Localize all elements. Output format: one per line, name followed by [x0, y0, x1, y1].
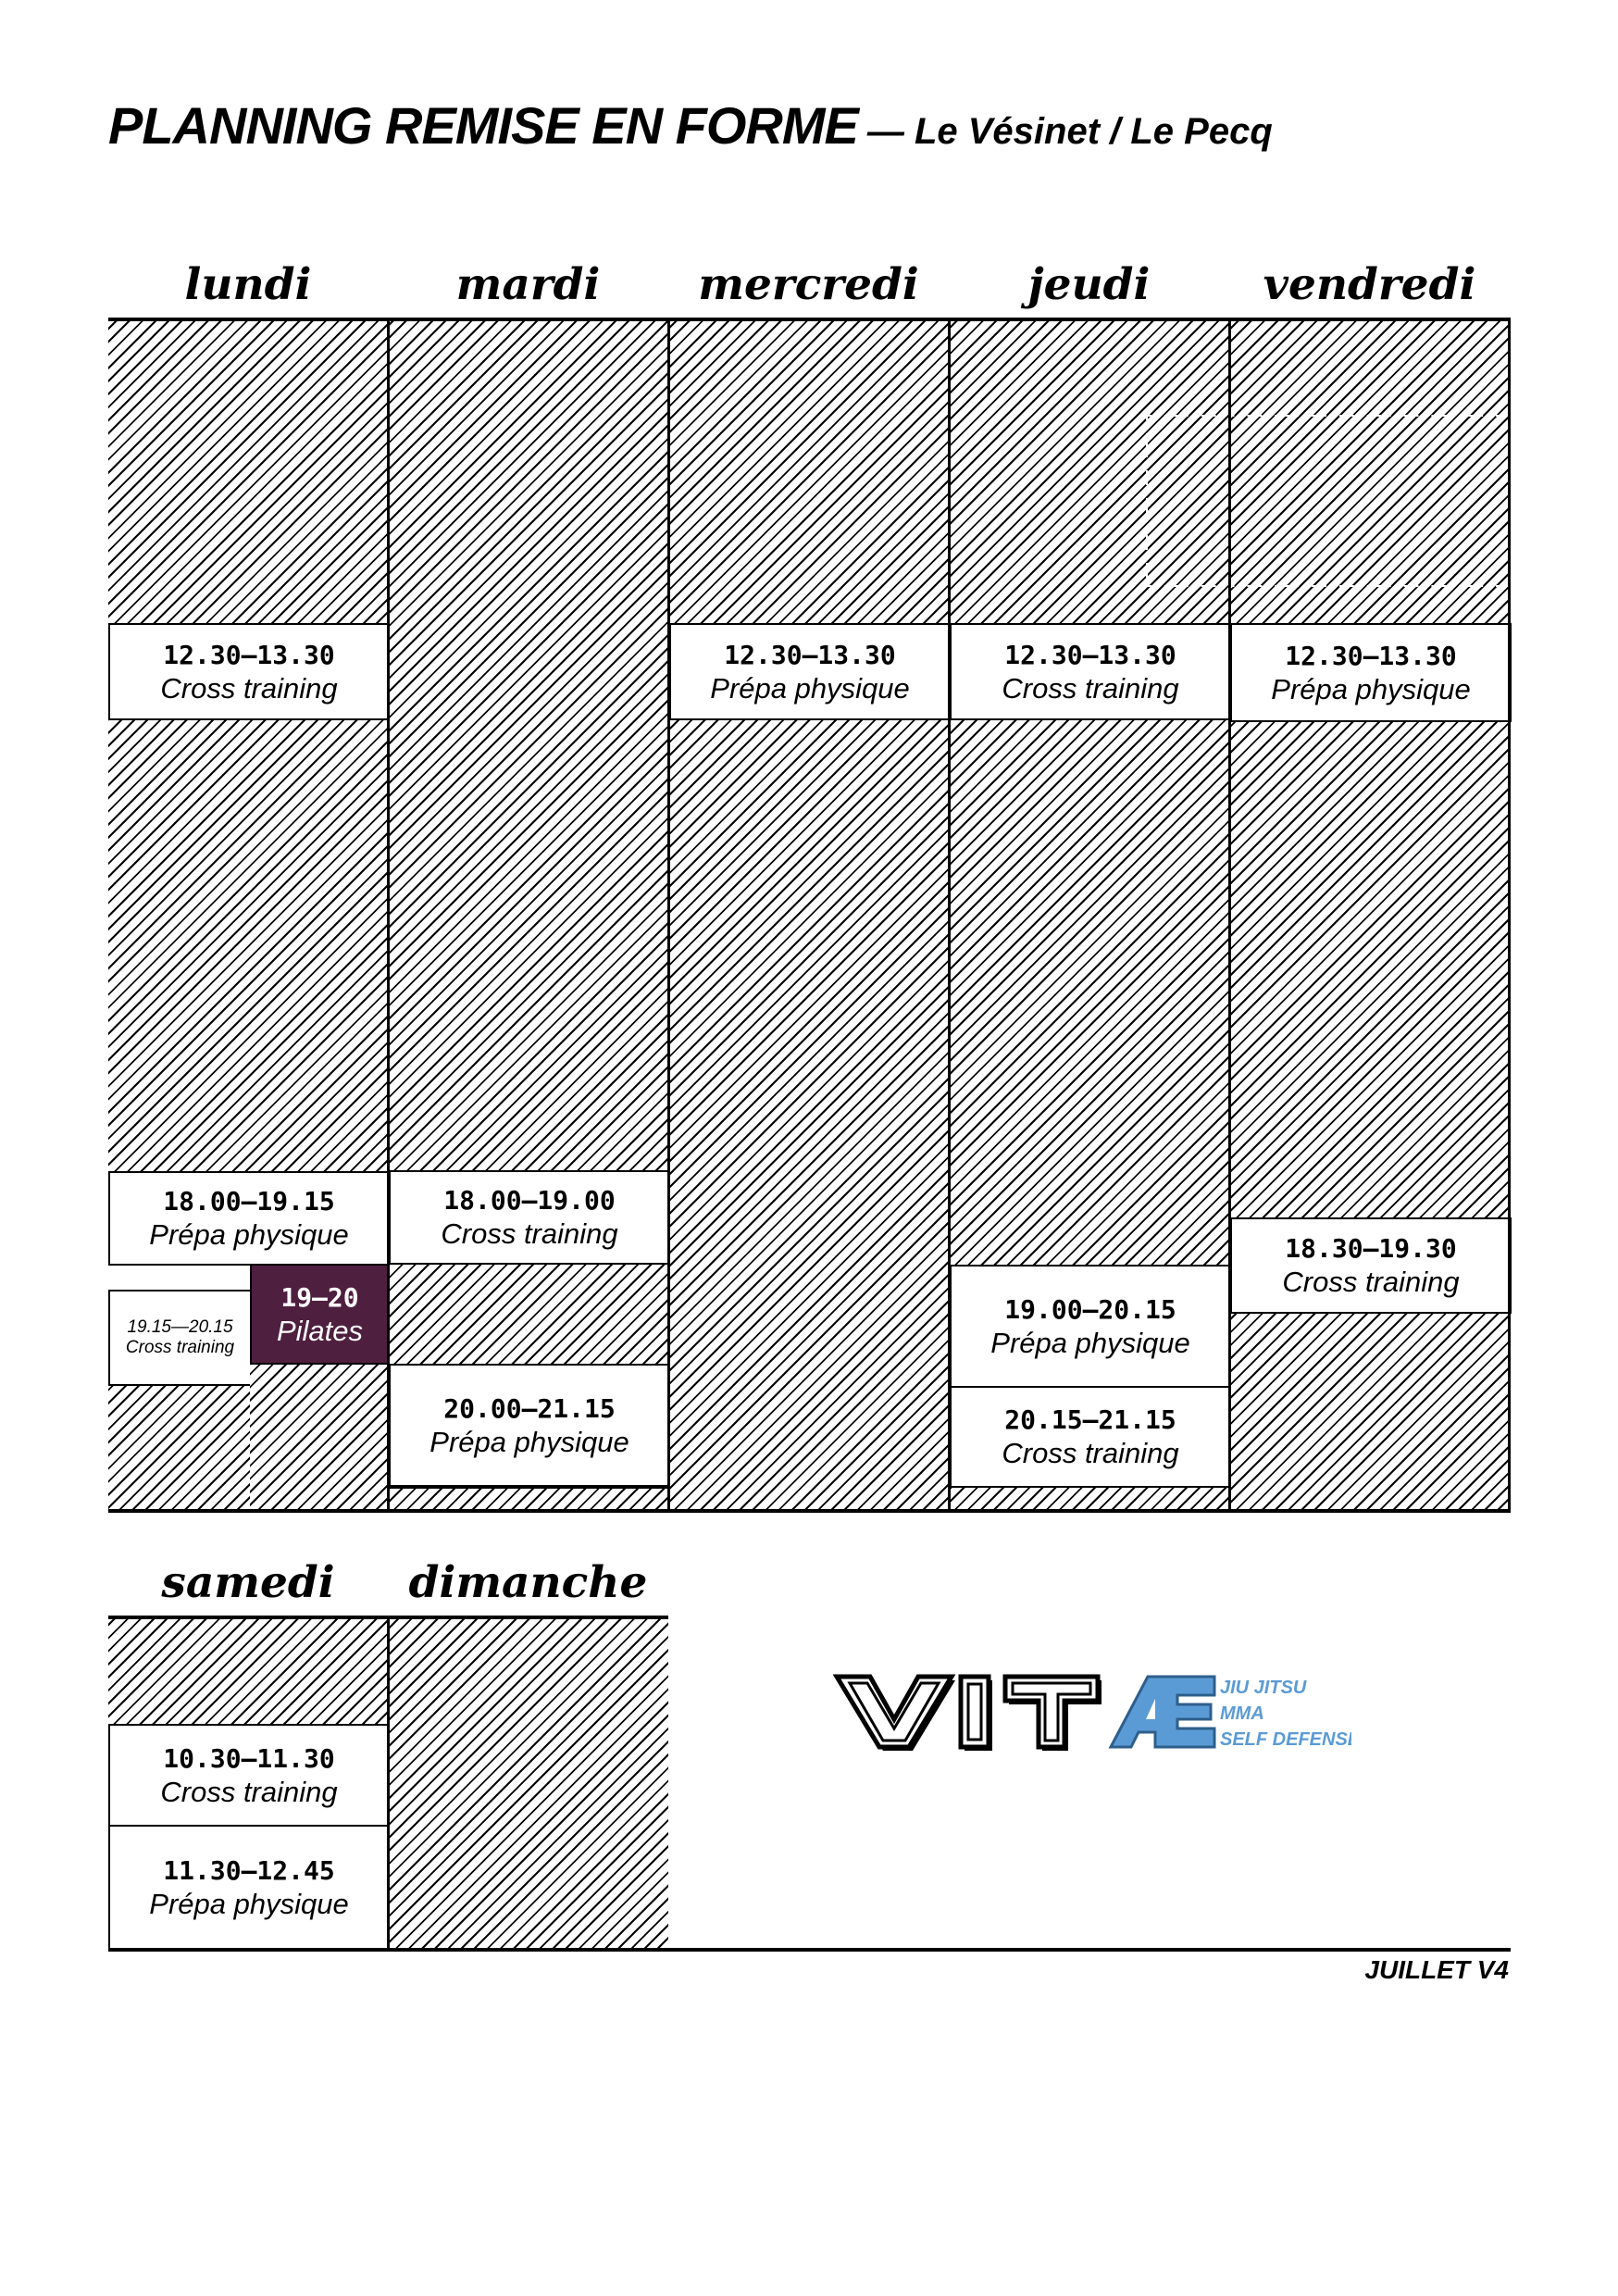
slot-time: 12.30—13.30 — [1004, 639, 1176, 670]
slot-time: 19.15—20.15 — [127, 1317, 233, 1337]
slot-class-name: Prépa physique — [149, 1887, 349, 1920]
unavailable-block — [669, 321, 949, 623]
slot-time: 19.00—20.15 — [1004, 1293, 1176, 1325]
column-divider — [387, 1619, 390, 1950]
class-slot — [1230, 623, 1512, 722]
unavailable-block — [108, 1619, 388, 1724]
slot-class-name: Cross training — [160, 671, 338, 705]
slot-class-name: Cross training — [160, 1775, 338, 1808]
column-divider — [1508, 321, 1511, 1509]
version-label: JUILLET V4 — [1364, 1955, 1509, 1984]
slot-time: 18.00—19.15 — [163, 1186, 335, 1217]
column-divider — [1228, 321, 1231, 1509]
slot-class-name: Cross training — [1002, 671, 1179, 705]
unavailable-block — [390, 1619, 668, 1950]
day-header-vendredi: vendredi — [1263, 259, 1476, 310]
slot-class-name: Prépa physique — [710, 671, 910, 705]
slot-class-name: Cross training — [1282, 1266, 1460, 1298]
slot-time: 11.30—12.45 — [163, 1854, 335, 1886]
class-slot — [950, 623, 1231, 720]
unavailable-block — [950, 1488, 1229, 1509]
slot-time: 12.30—13.30 — [1285, 640, 1457, 671]
title-location: — Le Vésinet / Le Pecq — [866, 111, 1273, 152]
slot-class-name: Cross training — [441, 1217, 618, 1250]
slot-time: 10.30—11.30 — [163, 1742, 335, 1774]
slot-time: 18.30—19.30 — [1285, 1233, 1457, 1264]
class-slot — [108, 1724, 390, 1827]
class-slot — [669, 623, 951, 720]
class-slot — [1230, 1217, 1512, 1314]
vitae-logo-mark — [833, 1662, 1351, 1764]
unavailable-block — [250, 1365, 389, 1509]
day-header-lundi: lundi — [184, 259, 312, 310]
logo-line-2: MMA — [1220, 1703, 1264, 1724]
unavailable-block — [108, 720, 389, 1171]
column-divider — [948, 321, 951, 1509]
column-divider — [387, 321, 390, 1509]
unavailable-block — [389, 321, 668, 1170]
class-slot — [108, 623, 390, 720]
class-slot — [389, 1364, 670, 1487]
class-slot — [108, 1825, 390, 1950]
unavailable-block — [108, 321, 389, 623]
slot-class-name: Prépa physique — [429, 1425, 629, 1458]
class-slot — [950, 1265, 1231, 1388]
slot-class-name: Prépa physique — [149, 1218, 349, 1251]
logo-line-1: JIU JITSU — [1220, 1678, 1307, 1698]
day-header-dimanche: dimanche — [408, 1557, 648, 1608]
page-title — [108, 95, 1273, 156]
pilates-slot — [250, 1264, 390, 1365]
class-slot — [389, 1170, 670, 1265]
unavailable-block — [1230, 1314, 1511, 1509]
slot-time: 19—20 — [280, 1281, 359, 1313]
day-header-samedi: samedi — [161, 1557, 335, 1608]
slot-class-name: Cross training — [125, 1338, 235, 1357]
slot-time: 12.30—13.30 — [163, 639, 335, 670]
class-slot — [108, 1171, 390, 1266]
unavailable-block — [1230, 722, 1511, 1217]
slot-time: 18.00—19.00 — [443, 1185, 616, 1216]
unavailable-block — [669, 720, 949, 1509]
title-main: PLANNING REMISE EN FORME — [108, 96, 858, 155]
logo-line-3: SELF DEFENSE — [1220, 1729, 1351, 1750]
day-header-mercredi: mercredi — [698, 259, 919, 310]
vitae-logo — [833, 1662, 1351, 1764]
slot-time: 12.30—13.30 — [724, 639, 896, 670]
day-header-mardi: mardi — [455, 259, 601, 310]
class-slot — [950, 1386, 1231, 1488]
slot-time: 20.00—21.15 — [443, 1392, 616, 1424]
weekend-bottom-border — [108, 1948, 1511, 1952]
grid-bottom-border — [108, 1509, 1511, 1513]
slot-time: 20.15—21.15 — [1004, 1404, 1176, 1435]
column-divider — [667, 321, 670, 1509]
slot-class-name: Cross training — [1002, 1437, 1179, 1469]
unavailable-block — [389, 1487, 668, 1509]
dashed-outline — [1146, 415, 1511, 587]
unavailable-block — [108, 1386, 250, 1509]
slot-class-name: Prépa physique — [990, 1326, 1190, 1359]
slot-class-name: Pilates — [276, 1314, 364, 1347]
slot-class-name: Prépa physique — [1271, 672, 1471, 705]
unavailable-block — [389, 1265, 668, 1364]
unavailable-block — [950, 720, 1229, 1265]
class-slot — [108, 1290, 252, 1386]
day-header-jeudi: jeudi — [1027, 259, 1151, 310]
